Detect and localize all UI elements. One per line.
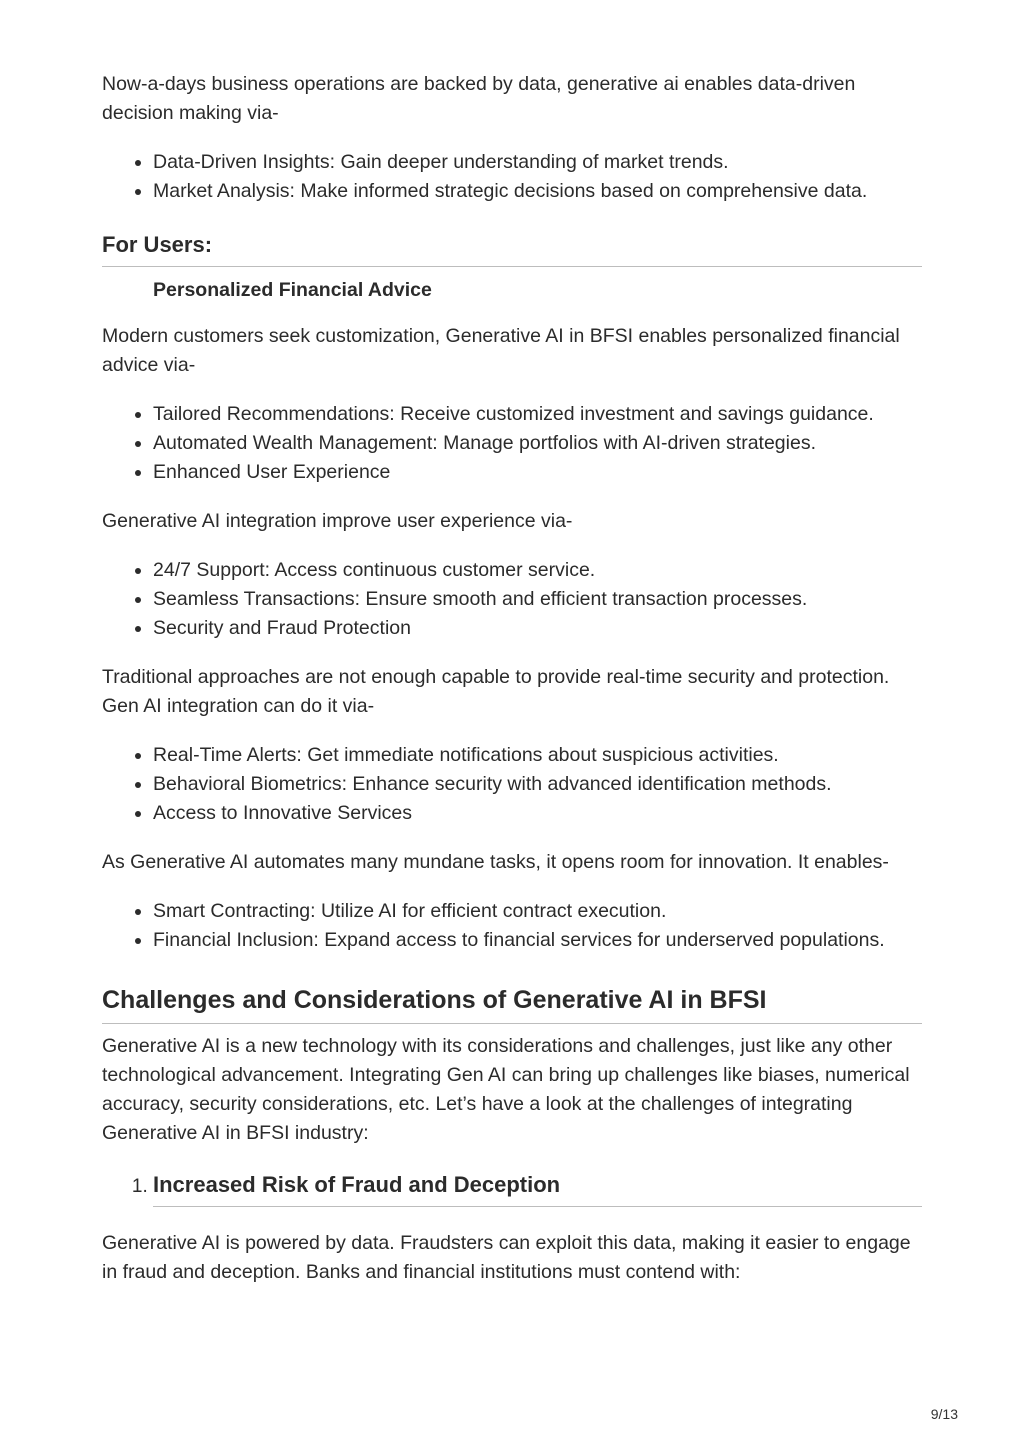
challenge-paragraph: Generative AI is powered by data. Fraudsters can exploit this data, making it easier to engage in fraud and deception. Banks and financial institutions must contend with: (102, 1232, 911, 1283)
intro-paragraph: Now-a-days business operations are backed by data, generative ai enables data-driven decision making via- (102, 73, 856, 124)
list-item: • Access to Innovative Services (153, 799, 922, 828)
advice-bullet-list (102, 400, 922, 487)
security-paragraph: Traditional approaches are not enough capable to provide real-time security and protection. Gen AI integration can do it via- (102, 666, 890, 717)
intro-bullet-list (102, 148, 922, 206)
document-page (102, 70, 922, 1287)
list-item: • Seamless Transactions: Ensure smooth and efficient transaction processes. (153, 585, 922, 614)
innovation-paragraph: As Generative AI automates many mundane tasks, it opens room for innovation. It enables- (102, 851, 889, 873)
page-number: 9/13 (930, 1406, 958, 1422)
list-item: • 24/7 Support: Access continuous customer service. (153, 556, 922, 585)
list-item: • Tailored Recommendations: Receive customized investment and savings guidance. (153, 400, 922, 429)
list-item: • Security and Fraud Protection (153, 614, 922, 643)
challenges-paragraph: Generative AI is a new technology with its considerations and challenges, just like any other technological advancement. Integrating Gen AI can bring up challenges like biases, numerical accuracy, security considerations, etc. Let’s have a look at the challenges of integrating Generative AI in BFSI industry: (102, 1035, 910, 1144)
list-item: • Automated Wealth Management: Manage portfolios with AI-driven strategies. (153, 429, 922, 458)
list-item (153, 1170, 922, 1207)
experience-paragraph: Generative AI integration improve user experience via- (102, 510, 573, 532)
list-item: • Market Analysis: Make informed strategic decisions based on comprehensive data. (153, 177, 922, 206)
advice-paragraph: Modern customers seek customization, Generative AI in BFSI enables personalized financial advice via- (102, 325, 900, 376)
challenges-heading: Challenges and Considerations of Generative AI in BFSI (102, 983, 922, 1024)
list-item: • Financial Inclusion: Expand access to financial services for underserved populations. (153, 926, 922, 955)
list-item: • Behavioral Biometrics: Enhance security with advanced identification methods. (153, 770, 922, 799)
challenge-title: 1. Increased Risk of Fraud and Deception (153, 1170, 922, 1207)
list-item: • Real-Time Alerts: Get immediate notifications about suspicious activities. (153, 741, 922, 770)
security-bullet-list (102, 741, 922, 828)
for-users-heading: For Users: (102, 230, 922, 267)
list-item: • Data-Driven Insights: Gain deeper understanding of market trends. (153, 148, 922, 177)
experience-bullet-list (102, 556, 922, 643)
list-item: • Enhanced User Experience (153, 458, 922, 487)
innovation-bullet-list (102, 897, 922, 955)
personalized-advice-subheading: Personalized Financial Advice (153, 279, 432, 301)
challenges-numbered-list (102, 1170, 922, 1207)
list-item: • Smart Contracting: Utilize AI for efficient contract execution. (153, 897, 922, 926)
